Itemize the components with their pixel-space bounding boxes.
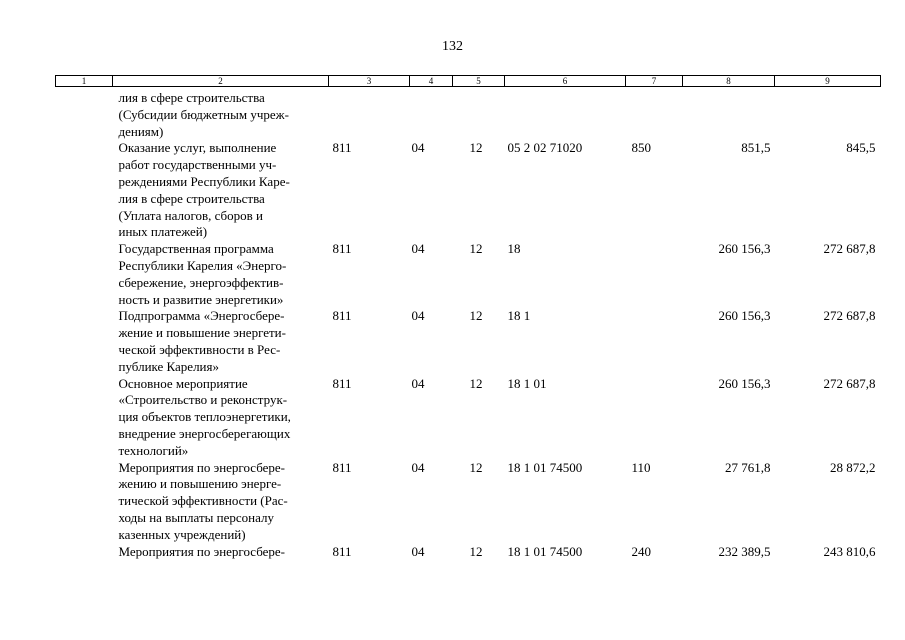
table-body (56, 87, 881, 561)
table-row (56, 241, 881, 308)
item-name-line: ческой эффективности в Рес- (118, 341, 281, 357)
cell-expense-type (626, 376, 683, 460)
cell-amount-year-2: 28 872,2 (830, 459, 876, 475)
cell-section: 04 (411, 140, 425, 156)
cell-item-name (113, 460, 329, 544)
cell-target-article: 18 1 01 74500 (507, 543, 583, 559)
cell-item-name (113, 376, 329, 460)
cell-amount-year-1: 260 156,3 (718, 375, 771, 391)
item-name-line: жению и повышению энерге- (118, 476, 282, 492)
item-name-line: технологий» (118, 442, 189, 458)
cell-amount-year-1 (683, 87, 775, 141)
cell-amount-year-1: 27 761,8 (725, 459, 771, 475)
item-name-line: Основное мероприятие (118, 375, 248, 391)
cell-target-article (505, 87, 626, 141)
item-name-line: казенных учреждений) (118, 526, 246, 542)
item-name-line: Республики Карелия «Энерго- (118, 257, 287, 273)
page-number: 132 (442, 39, 463, 54)
cell-item-name (113, 544, 329, 561)
item-name-line: Оказание услуг, выполнение (118, 140, 277, 156)
cell-ministry-code: 811 (332, 241, 352, 257)
column-header-9: 9 (775, 76, 881, 87)
cell-col-1 (56, 460, 113, 544)
item-name-line: внедрение энергосберегающих (118, 425, 291, 441)
item-name-line: работ государственными уч- (118, 157, 277, 173)
table-row (56, 544, 881, 561)
cell-target-article: 18 (507, 241, 521, 257)
item-name-line: дениям) (118, 123, 164, 139)
cell-section: 04 (411, 241, 425, 257)
cell-target-article: 18 1 01 (507, 375, 547, 391)
column-number-header (56, 76, 881, 87)
item-name-line: Мероприятия по энергосбере- (118, 459, 286, 475)
cell-amount-year-1: 260 156,3 (718, 241, 771, 257)
cell-amount-year-1: 232 389,5 (718, 543, 771, 559)
item-name-line: сбережение, энергоэффектив- (118, 274, 284, 290)
item-name-line: тической эффективности (Рас- (118, 493, 288, 509)
cell-amount-year-2: 272 687,8 (823, 375, 876, 391)
cell-col-1 (56, 376, 113, 460)
column-header-4: 4 (410, 76, 453, 87)
cell-ministry-code: 811 (332, 140, 352, 156)
item-name-line: ходы на выплаты персоналу (118, 509, 274, 525)
item-name-line: жение и повышение энергети- (118, 325, 286, 341)
cell-expense-type (626, 308, 683, 375)
table-row (56, 140, 881, 241)
cell-item-name (113, 308, 329, 375)
cell-col-1 (56, 87, 113, 141)
budget-table (55, 75, 881, 560)
cell-amount-year-2: 272 687,8 (823, 308, 876, 324)
cell-section: 04 (411, 308, 425, 324)
cell-target-article: 18 1 01 74500 (507, 459, 583, 475)
item-name-line: ность и развитие энергетики» (118, 291, 284, 307)
cell-amount-year-2: 845,5 (846, 140, 876, 156)
column-header-7: 7 (626, 76, 683, 87)
cell-target-article: 18 1 (507, 308, 531, 324)
item-name-line: Мероприятия по энергосбере- (118, 543, 286, 559)
cell-subsection: 12 (469, 241, 483, 257)
cell-amount-year-2 (775, 87, 881, 141)
cell-section: 04 (411, 459, 425, 475)
cell-expense-type: 850 (631, 140, 651, 156)
cell-expense-type: 240 (631, 543, 651, 559)
cell-col-1 (56, 308, 113, 375)
cell-col-1 (56, 544, 113, 561)
table-row (56, 376, 881, 460)
table-row (56, 308, 881, 375)
item-name-line: (Субсидии бюджетным учреж- (118, 106, 289, 122)
item-name-line: публике Карелия» (118, 358, 219, 374)
cell-ministry-code: 811 (332, 375, 352, 391)
column-header-6: 6 (505, 76, 626, 87)
cell-item-name (113, 140, 329, 241)
item-name-line: (Уплата налогов, сборов и (118, 207, 263, 223)
cell-amount-year-1: 260 156,3 (718, 308, 771, 324)
cell-expense-type (626, 241, 683, 308)
item-name-line: Государственная программа (118, 241, 274, 257)
cell-col-1 (56, 241, 113, 308)
column-header-5: 5 (453, 76, 505, 87)
cell-ministry-code: 811 (332, 308, 352, 324)
cell-ministry-code: 811 (332, 543, 352, 559)
cell-expense-type: 110 (631, 459, 651, 475)
cell-subsection: 12 (469, 459, 483, 475)
cell-subsection: 12 (469, 140, 483, 156)
cell-subsection: 12 (469, 543, 483, 559)
cell-amount-year-2: 272 687,8 (823, 241, 876, 257)
column-header-1: 1 (56, 76, 113, 87)
column-header-3: 3 (329, 76, 410, 87)
column-header-2: 2 (113, 76, 329, 87)
cell-expense-type (626, 87, 683, 141)
cell-section: 04 (411, 375, 425, 391)
cell-col-1 (56, 140, 113, 241)
table-row (56, 87, 881, 141)
item-name-line: ция объектов теплоэнергетики, (118, 409, 291, 425)
cell-amount-year-1: 851,5 (741, 140, 771, 156)
cell-item-name (113, 87, 329, 141)
item-name-line: лия в сфере строительства (118, 90, 265, 105)
cell-item-name (113, 241, 329, 308)
table-row (56, 460, 881, 544)
column-header-8: 8 (683, 76, 775, 87)
item-name-line: Подпрограмма «Энергосбере- (118, 308, 285, 324)
cell-target-article: 05 2 02 71020 (507, 140, 583, 156)
item-name-line: лия в сфере строительства (118, 190, 265, 206)
cell-ministry-code (329, 87, 410, 141)
cell-subsection: 12 (469, 375, 483, 391)
cell-section (410, 87, 453, 141)
cell-section: 04 (411, 543, 425, 559)
item-name-line: иных платежей) (118, 224, 208, 240)
cell-amount-year-2: 243 810,6 (823, 543, 876, 559)
item-name-line: реждениями Республики Каре- (118, 173, 290, 189)
cell-subsection (453, 87, 505, 141)
item-name-line: «Строительство и реконструк- (118, 392, 288, 408)
cell-subsection: 12 (469, 308, 483, 324)
cell-ministry-code: 811 (332, 459, 352, 475)
